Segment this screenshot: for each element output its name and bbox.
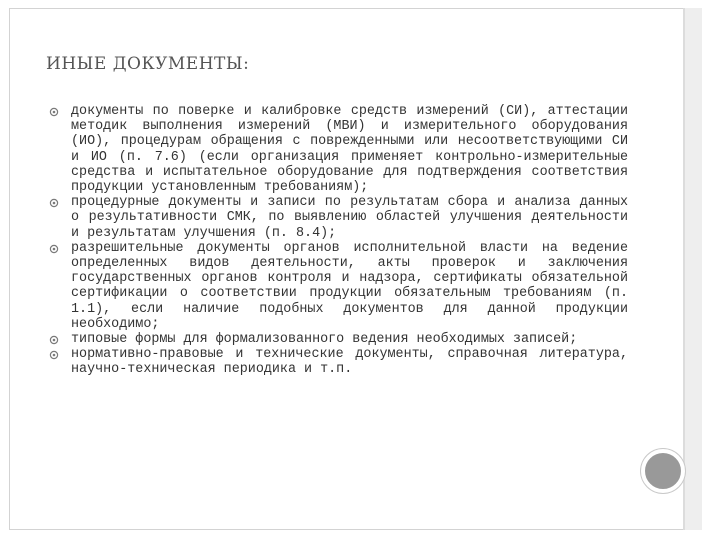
slide-title: ИНЫЕ ДОКУМЕНТЫ: xyxy=(46,54,250,74)
bullet-text: разрешительные документы органов исполнительной власти на ведение определенных видов деятельности, акты проверок и заключения государственных органов контроля и надзора, сертификаты обязательной сертификации о соответствии продукции обязательным требованиям (п. 1.1), если наличие подобных документов для данной продукции необходимо; xyxy=(71,240,628,332)
bullet-text: документы по поверке и калибровке средств измерений (СИ), аттестации методик выполнения измерений (МВИ) и измерительного оборудования (ИО), процедурам обращения с поврежденными или несоответствующими СИ и ИО (п. 7.6) (если организация применяет контрольно-измерительные средства и испытательное оборудование для подтверждения соответствия продукции установленным требованиям); xyxy=(71,104,628,196)
ornament-bullet-icon xyxy=(49,198,59,208)
list-item xyxy=(48,195,628,241)
ornament-bullet-icon xyxy=(49,350,59,360)
decorative-circle xyxy=(641,449,685,493)
bullet-text: процедурные документы и записи по результатам сбора и анализа данных о результативности СМК, по выявлению областей улучшения деятельности и результатам улучшения (п. 8.4); xyxy=(71,195,628,241)
list-item xyxy=(48,104,628,195)
slide-side-panel xyxy=(683,8,702,530)
ornament-bullet-icon xyxy=(49,335,59,345)
bullet-text: типовые формы для формализованного ведения необходимых записей; xyxy=(71,332,578,348)
ornament-bullet-icon xyxy=(49,107,59,117)
bullet-text: нормативно-правовые и технические документы, справочная литература, научно-техническая периодика и т.п. xyxy=(71,347,628,378)
ornament-bullet-icon xyxy=(49,244,59,254)
list-item xyxy=(48,347,628,377)
bullet-list xyxy=(48,104,628,378)
list-item xyxy=(48,241,628,332)
list-item xyxy=(48,332,628,347)
